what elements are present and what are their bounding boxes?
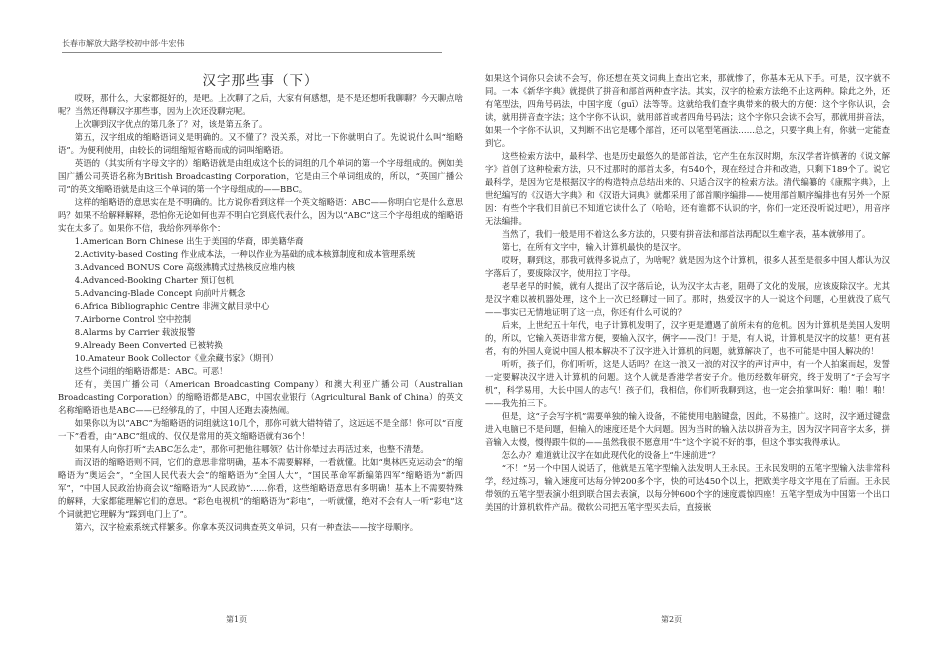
paragraph: 这样的缩略语的意思实在是不明确的。比方说你看到这样一个英文缩略语：ABC——你明白它是什么意思吗？如果不给解释解释，恐怕你无论如何也弄不明白它到底代表什么，因为以“ABC”这三个字母组成的缩略语实在太多了。如果你不信，我给你列举你个： — [58, 197, 463, 233]
paragraph: 当然了，我们一般是用不着这么多方法的，只要有拼音法和部首法再配以生难字表，基本就够用了。 — [501, 229, 871, 239]
right-column — [485, 72, 890, 617]
paragraph: 还有，美国广播公司（American Broadcasting Company）和澳大利亚广播公司（Australian Broadcasting Corporation）的缩略语都是ABC，中国农业银行（Agricultural Bank of China）的英文名称缩略语也是ABC——已经够乱的了，中国人还跑去凑热闹。 — [58, 379, 463, 415]
paragraph: 第五，汉字组成的缩略语词义是明确的。又不懂了？没关系，对比一下你就明白了。先说说什么叫“缩略语”。为便利使用，由较长的词组缩短省略而成的词叫缩略语。 — [58, 132, 463, 155]
list-item: 3.Advanced BONUS Core 高级沸腾式过热核反应堆内核 — [74, 262, 295, 272]
paragraph: 这些个词组的缩略语都是：ABC。可恶！ — [74, 366, 228, 376]
list-item: 7.Airborne Control 空中控制 — [74, 314, 192, 324]
right-paragraphs — [485, 72, 890, 514]
paragraph: 第七，在所有文字中，输入计算机最快的是汉字。 — [501, 242, 687, 252]
header-rule — [62, 52, 442, 53]
list-item: 9.Already Been Converted 已被转换 — [74, 340, 223, 350]
list-item: 6.Africa Bibliographic Centre 非洲文献目录中心 — [74, 301, 270, 311]
list-item: 2.Activity-based Costing 作业成本法，一种以作业为基础的成本核算制度和成本管理系统 — [74, 249, 416, 259]
left-paragraphs-b — [58, 365, 463, 534]
paragraph: 但是，这“子会写字机”需要单独的输入设备，不能使用电脑键盘，因此，不易推广。这时，汉字通过键盘进入电脑已不是问题，但输入的速度还是个大问题。因为当时的输入法以拼音为主，因为汉字同音字太多，拼音输入太慢，慢得跟牛似的——虽然我很不愿意用“牛”这个字说不好的事，但这个事实我得承认。 — [485, 411, 890, 447]
paragraph: 哎呀，那什么，大家都挺好的，是吧。上次聊了之后，大家有何感想，是不是还想听我聊聊？今天聊点啥呢？当然还得聊汉字那些事，因为上次还没聊完呢。 — [58, 93, 463, 116]
paragraph: “不！”另一个中国人说话了，他就是五笔字型输入法发明人王永民。王永民发明的五笔字型输入法非常科学，经过练习，输入速度可达每分钟200多个字，快的可达450个以上，把欧美字母文字甩在了后面。王永民带领的五笔字型表演小组到联合国去表演，以每分钟600个字的速度震惊四座！五笔字型成为中国第一个出口美国的计算机软件产品。微软公司把五笔字型买去后，直接嵌 — [485, 463, 890, 512]
paragraph: 后来，上世纪五十年代，电子计算机发明了，汉字更是遭遇了前所未有的危机。因为计算机是美国人发明的，所以，它输入英语非常方便，要输入汉字，俩字——没门！于是，有人说，计算机是汉字的坟墓！更有甚者，有的外国人竟说中国人根本解决不了汉字进入计算机的问题，就算解决了，也不可能是中国人解决的！ — [485, 320, 890, 356]
paragraph: 听听，孩子们，你们听听，这是人话吗？在这一浪又一浪的对汉字的声讨声中，有一个人拍案而起，发誓一定要解决汉字进入计算机的问题。这个人就是香港学者安子介。他历经数年研究，终于发明了“子会写字机”，科学易用，大长中国人的志气！孩子们，我相信，你们听我聊到这，也一定会拍掌叫好：啪！啪！啪！——我先拍三下。 — [485, 359, 890, 408]
paragraph: 怎么办？难道就让汉字在如此现代化的设备上“牛速前进”？ — [501, 450, 720, 460]
paragraph: 上次聊到汉字优点的第几条了？对，该是第五条了。 — [74, 119, 268, 129]
page-number-2: 第2页 — [661, 615, 683, 624]
page-header: 长春市解放大路学校初中部·牛宏伟 — [62, 39, 185, 48]
paragraph: 英语的（其实所有字母文字的）缩略语就是由组成这个长的词组的几个单词的第一个字母组成的。例如美国广播公司英语名称为British Broadcasting Corporation，它是由三个单词组成的，所以，“英国广播公司”的英文缩略语就是由这三个单词的第一个字母组成的——BBC。 — [58, 158, 463, 194]
abc-list — [58, 235, 463, 365]
left-column — [58, 72, 463, 607]
list-item: 5.Advancing-Blade Concept 向前叶片概念 — [74, 288, 246, 298]
list-item: 4.Advanced-Booking Charter 预订包机 — [74, 275, 234, 285]
list-item: 1.American Born Chinese 出生于美国的华裔，即美籍华裔 — [74, 236, 304, 246]
paragraph: 如果有人向你打听“去ABC怎么走”，那你可把他往哪领？估计你晕过去再活过来，也整不清楚。 — [74, 444, 429, 454]
list-item: 8.Alarms by Carrier 载波报警 — [74, 327, 196, 337]
page-number-1: 第1页 — [226, 615, 248, 624]
paragraph: 而汉语的缩略语则不同，它们的意思非常明确，基本不需要解释，一看就懂。比如“奥林匹克运动会”的缩略语为“奥运会”，“全国人民代表大会”的缩略语为“全国人大”，“国民革命军新编第四军”缩略语为“新四军”，“中国人民政治协商会议”缩略语为“人民政协”……你看，这些缩略语意思有多明确！基本上不需要特殊的解释，大家都能理解它们的意思。“彩色电视机”的缩略语为“彩电”，一听就懂，绝对不会有人一听“彩电”这个词就把它理解为“踩到电门上了”。 — [58, 457, 463, 519]
paragraph: 哎呀，聊到这，那我可就得多说点了，为啥呢？就是因为这个计算机，很多人甚至是很多中国人都认为汉字落后了，要废除汉字，使用拉丁字母。 — [485, 255, 890, 278]
paragraph: 老早老早的时候，就有人提出了汉字落后论，认为汉字太古老，阻碍了文化的发展，应该废除汉字。尤其是汉字难以被机器处理，这个上一次已经聊过一回了。那时，热爱汉字的人一说这个问题，心里就没了底气——事实已无情地证明了这一点，你还有什么可说的？ — [485, 281, 890, 317]
paragraph: 这些检索方法中，最科学、也是历史最悠久的是部首法，它产生在东汉时期，东汉学者许慎著的《说文解字》首创了这种检索方法，只不过那时的部首太多，有540个，现在经过合并和改造，只剩下189个了。说它最科学，是因为它是根据汉字的构造特点总结出来的、只适合汉字的检索方法。清代编纂的《康熙字典》，上世纪编写的《汉语大字典》和《汉语大词典》就都采用了部首顺序编排——使用部首顺序编排也有另外一个原因：有些个字我们目前已不知道它读什么了（哈哈，还有谁都不认识的字，你们一定还没听说过吧），用音序无法编排。 — [485, 151, 890, 226]
paragraph: 如果你以为以“ABC”为缩略语的词组就这10几个，那你可就大错特错了，这远远不是全部！你可以“百度一下”看看，由“ABC”组成的、仅仅是常用的英文缩略语就有36个！ — [58, 418, 463, 441]
page-title: 汉字那些事（下） — [202, 73, 319, 89]
list-item: 10.Amateur Book Collector《业余藏书家》（期刊） — [74, 353, 279, 363]
paragraph: 如果这个词你只会读不会写，你还想在英文词典上查出它来，那就惨了，你基本无从下手。可是，汉字就不同。一本《新华字典》就提供了拼音和部首两种查字法。其实，汉字的检索方法绝不止这两种。除此之外，还有笔型法，四角号码法，中国字度（guī）法等等。这就给我们查字典带来的极大的方便：这个字你认识，会读，就用拼音查字法；这个字你不认识，就用部首或者四角号码法；这个字你只会读不会写，那就用拼音法，如果一个字你不认识，又判断不出它是哪个部首，还可以笔型笔画法……总之，只要字典上有，你就一定能查到它。 — [485, 73, 890, 148]
left-paragraphs-a — [58, 92, 463, 235]
paragraph: 第六，汉字检索系统式样繁多。你拿本英汉词典查英文单词，只有一种查法——按字母顺序。 — [74, 522, 419, 532]
